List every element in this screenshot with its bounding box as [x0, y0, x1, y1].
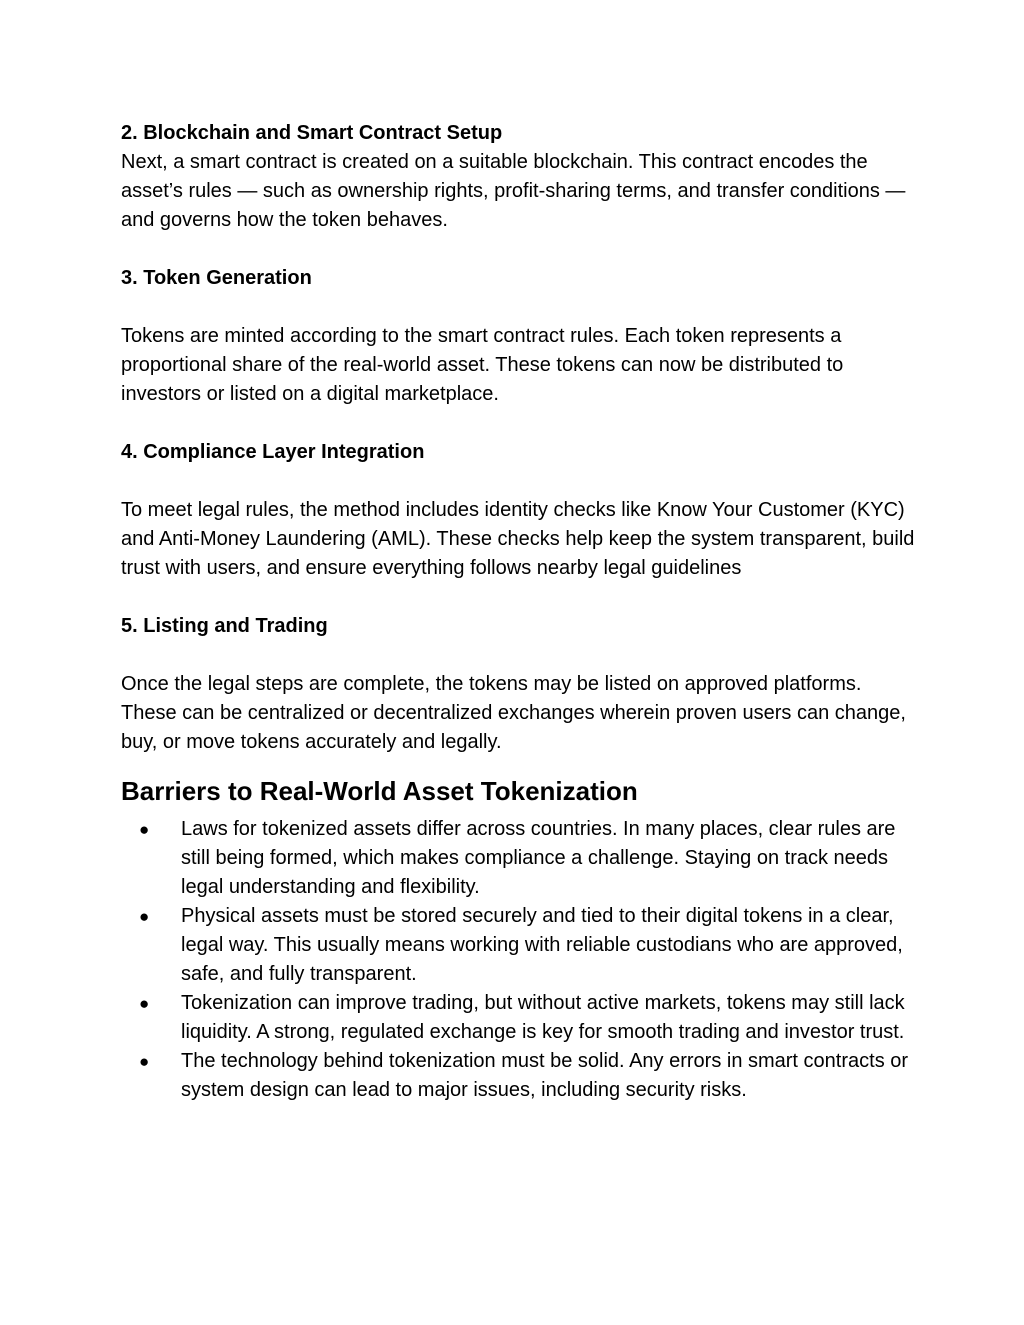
section-heading-barriers: Barriers to Real-World Asset Tokenization	[121, 776, 638, 806]
step-2-body: Next, a smart contract is created on a suitable blockchain. This contract encodes the asset’s rules — such as ownership rights, profit-sharing terms, and transfer conditions — and governs how the token behaves.	[121, 151, 906, 231]
bullet-icon: ●	[139, 820, 150, 839]
step-5-title: 5. Listing and Trading	[121, 615, 328, 637]
document-page	[121, 119, 921, 1105]
bullet-icon: ●	[139, 1052, 150, 1071]
list-item	[121, 815, 921, 902]
step-4-title: 4. Compliance Layer Integration	[121, 441, 425, 463]
spacer	[121, 409, 921, 438]
step-5-body: Once the legal steps are complete, the tokens may be listed on approved platforms. These can be centralized or decentralized exchanges wherein proven users can change, buy, or move tokens accurately and legally.	[121, 673, 906, 753]
spacer	[121, 583, 921, 612]
bullet-icon: ●	[139, 907, 150, 926]
spacer	[121, 235, 921, 264]
spacer	[121, 467, 921, 496]
spacer	[121, 641, 921, 670]
bullet-icon: ●	[139, 994, 150, 1013]
list-item-text: Laws for tokenized assets differ across countries. In many places, clear rules are still being formed, which makes compliance a challenge. Staying on track needs legal understanding and flexibility.	[181, 818, 896, 898]
list-item-text: Tokenization can improve trading, but without active markets, tokens may still lack liquidity. A strong, regulated exchange is key for smooth trading and investor trust.	[181, 992, 905, 1043]
list-item	[121, 902, 921, 989]
step-4-body: To meet legal rules, the method includes identity checks like Know Your Customer (KYC) and Anti-Money Laundering (AML). These checks help keep the system transparent, build trust with users, and ensure everything follows nearby legal guidelines	[121, 499, 915, 579]
list-item	[121, 989, 921, 1047]
step-3-body: Tokens are minted according to the smart contract rules. Each token represents a proportional share of the real-world asset. These tokens can now be distributed to investors or listed on a digital marketplace.	[121, 325, 844, 405]
list-item-text: Physical assets must be stored securely and tied to their digital tokens in a clear, legal way. This usually means working with reliable custodians who are approved, safe, and fully transparent.	[181, 905, 903, 985]
barriers-list	[121, 815, 921, 1105]
list-item-text: The technology behind tokenization must be solid. Any errors in smart contracts or system design can lead to major issues, including security risks.	[181, 1050, 909, 1101]
step-2-title: 2. Blockchain and Smart Contract Setup	[121, 122, 503, 144]
step-3-title: 3. Token Generation	[121, 267, 312, 289]
list-item	[121, 1047, 921, 1105]
spacer	[121, 293, 921, 322]
